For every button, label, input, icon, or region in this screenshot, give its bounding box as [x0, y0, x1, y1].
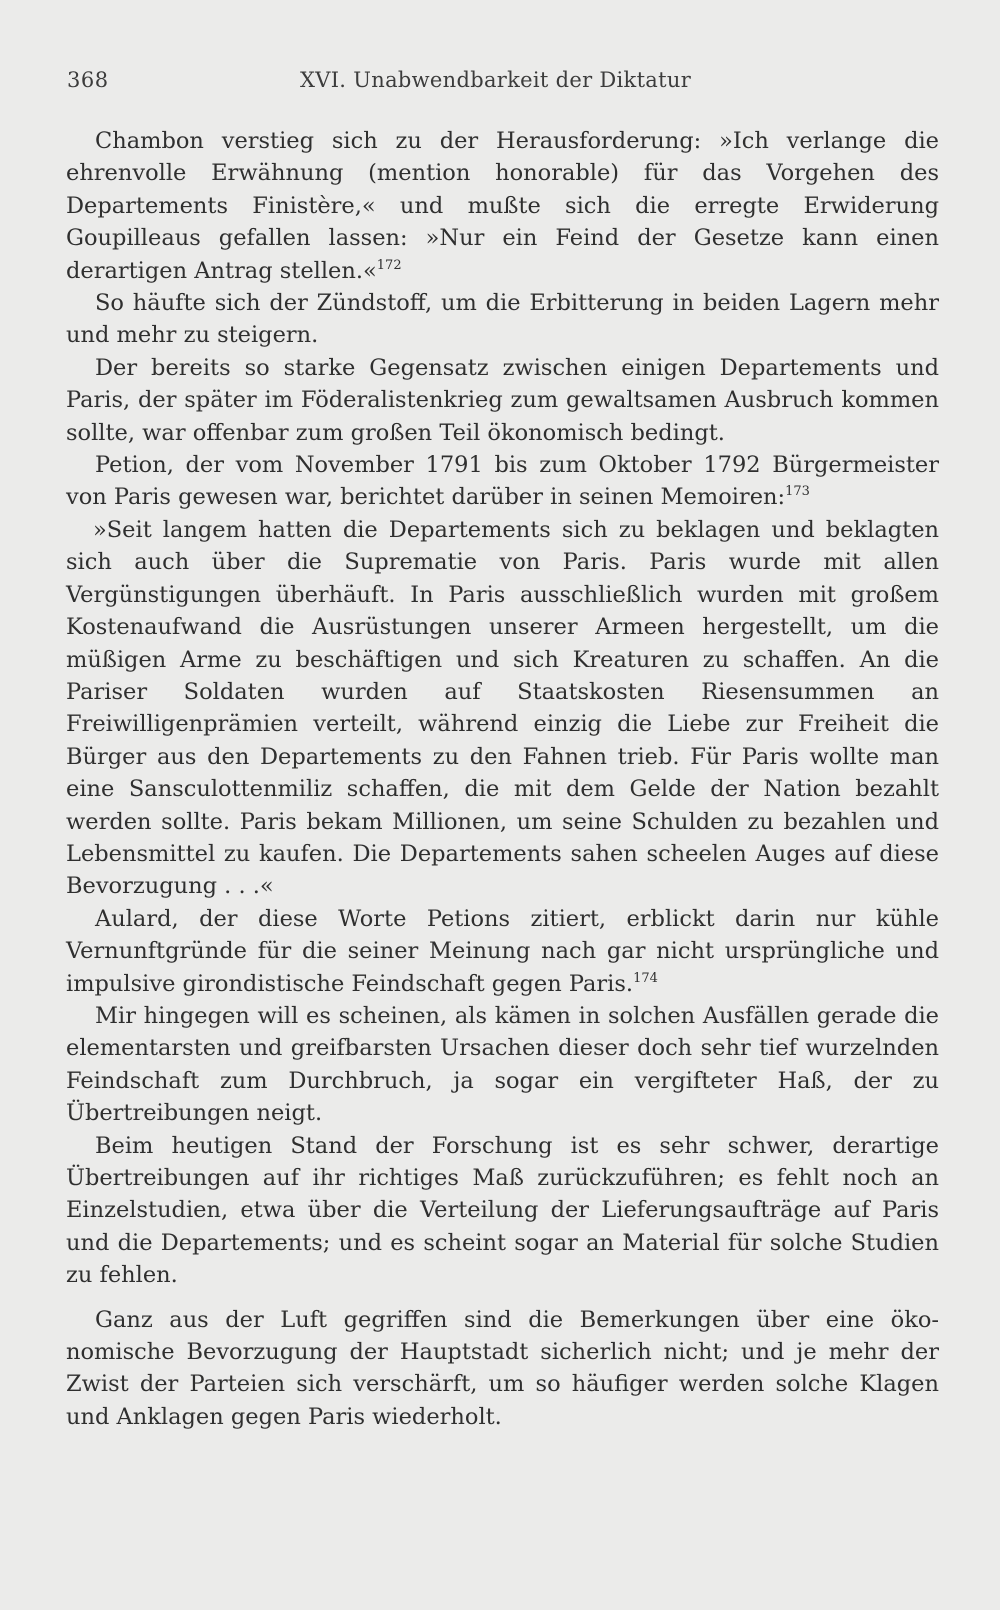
paragraph-text: Beim heutigen Stand der Forschung ist es sehr schwer, derartige Übertreibungen auf ihr richtiges Maß zurückzuführen; es fehlt noch an Einzelstudien, etwa über die Verteilung der Lieferungsaufträge auf Paris und die Departements; und es scheint sogar an Material für solche Studien zu fehlen. [66, 1132, 939, 1289]
paragraph-chambon [66, 125, 939, 287]
paragraph-text: Der bereits so starke Gegensatz zwischen einigen Departements und Paris, der später im Föderalistenkrieg zum gewaltsamen Ausbruch kommen sollte, war offenbar zum großen Teil ökonomisch bedingt. [66, 354, 939, 446]
paragraph-petion [66, 449, 939, 514]
footnote-marker: 173 [785, 484, 810, 500]
paragraph-text: »Seit langem hatten die Departements sich zu beklagen und beklagten sich auch über die Suprematie von Paris. Paris wurde mit allen Vergünstigungen überhäuft. In Paris ausschließlich wurden mit großem Kostenaufwand die Ausrüstungen unserer Armeen hergestellt, um die müßigen Arme zu beschäftigen und sich Kreaturen zu schaffen. An die Pariser Soldaten wurden auf Staatskosten Riesensummen an Freiwilligenprämien verteilt, während einzig die Liebe zur Freiheit die Bürger aus den Departements zu den Fahnen trieb. Für Paris wollte man eine Sansculottenmiliz schaffen, die mit dem Gelde der Nation bezahlt werden sollte. Paris bekam Millionen, um seine Schulden zu bezahlen und Lebensmittel zu kaufen. Die Departements sahen scheelen Auges auf diese Bevorzugung . . .« [66, 516, 939, 900]
page-number: 368 [67, 68, 109, 92]
paragraph-aulard [66, 903, 939, 1000]
paragraph-text: Aulard, der diese Worte Petions zitiert, erblickt darin nur kühle Vernunftgründe für die seiner Meinung nach gar nicht ursprüngliche und impulsive girondistische Feindschaft gegen Paris. [66, 905, 939, 997]
paragraph-text: Ganz aus der Luft gegriffen sind die Bemerkungen über eine ökonomische Bevorzugung der Hauptstadt sicherlich nicht; und je mehr der Zwist der Parteien sich verschärft, um so häufiger werden solche Klagen und Anklagen gegen Paris wiederholt. [66, 1306, 939, 1430]
paragraph-text: So häufte sich der Zündstoff, um die Erbitterung in beiden Lagern mehr und mehr zu steigern. [66, 290, 939, 349]
body-text [66, 125, 939, 1433]
paragraph-bevorzugung [66, 1304, 939, 1434]
paragraph-text: Mir hingegen will es scheinen, als kämen in solchen Ausfällen gerade die elementarsten und greifbarsten Ursachen dieser doch sehr tief wurzelnden Feindschaft zum Durchbruch, ja sogar ein vergifteter Haß, der zu Übertreibungen neigt. [66, 1002, 939, 1127]
paragraph-ausfaelle [66, 1000, 939, 1130]
page-header [67, 68, 917, 100]
footnote-marker: 172 [376, 257, 402, 273]
paragraph-quotation [66, 514, 939, 903]
running-head: XVI. Unabwendbarkeit der Diktatur [300, 68, 692, 92]
paragraph-text: Petion, der vom November 1791 bis zum Oktober 1792 Bürgermeister von Paris gewesen war, berichtet darüber in seinen Memoiren: [66, 452, 939, 511]
paragraph-zuendstoff [66, 287, 939, 352]
paragraph-forschung [66, 1130, 939, 1292]
paragraph-text: Chambon verstieg sich zu der Herausforderung: »Ich verlange die ehrenvolle Erwähnung (mention honorable) für das Vorgehen des Departements Finistère,« und mußte sich die erregte Erwiderung Goupilleaus gefallen lassen: »Nur ein Feind der Gesetze kann einen derartigen Antrag stellen.« [66, 128, 939, 284]
footnote-marker: 174 [633, 970, 658, 986]
paragraph-gegensatz [66, 352, 939, 449]
